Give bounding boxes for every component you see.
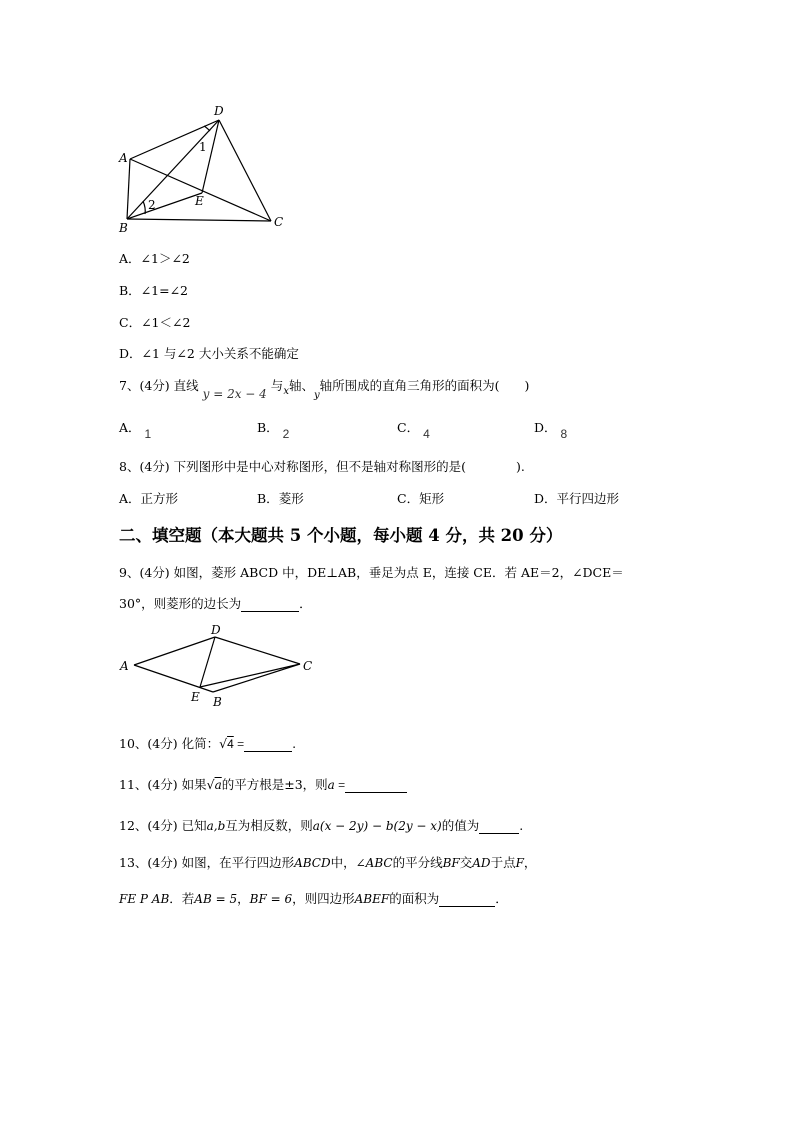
option-letter: C． xyxy=(397,491,420,506)
q7-option-b[interactable] xyxy=(257,418,290,441)
q6-option-a[interactable] xyxy=(119,249,190,267)
q12-prefix: 12、(4分) 已知 xyxy=(119,818,207,833)
option-letter: A． xyxy=(119,420,141,435)
option-text: ∠1＞∠2 xyxy=(140,251,190,266)
vertex-d-label: D xyxy=(211,623,221,637)
point-e-label: E xyxy=(195,194,204,208)
q13-mid3: 交 xyxy=(459,855,473,870)
segment-bd xyxy=(127,120,219,219)
option-text: 正方形 xyxy=(140,491,179,506)
segment-dc xyxy=(219,120,271,221)
q11-answer-blank[interactable] xyxy=(345,777,407,793)
segment-be xyxy=(127,193,202,219)
option-letter: D． xyxy=(119,346,142,361)
segment-ad xyxy=(134,637,215,665)
q12-stem xyxy=(119,816,523,834)
q11-equals: = xyxy=(334,778,346,792)
option-letter: D． xyxy=(534,491,557,506)
q12-expression: a(x − 2y) − b(2y − x) xyxy=(312,819,442,833)
q7-stem xyxy=(119,376,530,401)
angle-1-label: 1 xyxy=(199,140,207,154)
option-letter: B． xyxy=(119,283,141,298)
q9-line1: 9、(4分) 如图，菱形 ABCD 中，DE⊥AB，垂足为点 E，连接 CE．若 AE＝2，∠DCE＝ xyxy=(119,565,624,580)
q7-option-c[interactable] xyxy=(397,418,430,441)
q13-ad: AD xyxy=(472,856,491,870)
q8-stem: 8、(4分) 下列图形中是中心对称图形，但不是轴对称图形的是( ). xyxy=(119,459,525,474)
section-heading-fill-in: 二、填空题（本大题共 5 个小题，每小题 4 分，共 20 分） xyxy=(119,526,563,545)
option-letter: C． xyxy=(397,420,420,435)
q7-option-d[interactable] xyxy=(534,418,568,441)
q7-x-axis: x xyxy=(283,386,289,397)
option-text: ∠1＜∠2 xyxy=(141,315,191,330)
vertex-a-label: A xyxy=(119,151,128,165)
q7-prefix: 7、(4分) 直线 xyxy=(119,378,199,393)
sqrt-sign: √ xyxy=(206,777,215,792)
q10-equals: = xyxy=(233,737,245,751)
segment-de xyxy=(200,637,215,687)
segment-ab xyxy=(127,159,130,219)
q6-option-c[interactable] xyxy=(119,313,190,331)
figure-rhombus-abcd xyxy=(112,620,332,715)
q13-f: F xyxy=(515,856,524,870)
option-value: 8 xyxy=(560,427,568,441)
q8-option-b[interactable] xyxy=(257,489,304,507)
option-letter: B． xyxy=(257,491,279,506)
q13-abef: ABEF xyxy=(354,892,390,906)
q9-line2-text: 30°，则菱形的边长为 xyxy=(119,596,242,611)
q11-stem xyxy=(119,775,407,793)
q7-mid2: 轴、 xyxy=(288,378,314,393)
q13-line2 xyxy=(119,889,508,907)
segment-ed xyxy=(202,120,219,193)
option-letter: B． xyxy=(257,420,279,435)
q13-bf: BF xyxy=(442,856,460,870)
vertex-a-label: A xyxy=(120,659,129,673)
sqrt-sign: √ xyxy=(219,736,228,751)
q10-stem xyxy=(119,734,296,752)
q13-abcd: ABCD xyxy=(294,856,331,870)
q7-equation: y = 2x − 4 xyxy=(202,387,267,401)
q13-mid1: 中， xyxy=(330,855,356,870)
q12-end: . xyxy=(519,818,524,833)
option-letter: D． xyxy=(534,420,557,435)
vertex-c-label: C xyxy=(274,215,284,229)
q7-suffix: 轴所围成的直角三角形的面积为( ) xyxy=(319,378,530,393)
point-e-label: E xyxy=(191,690,200,704)
option-value: 1 xyxy=(144,427,152,441)
q6-option-b[interactable] xyxy=(119,281,188,299)
q12-suffix: 的值为 xyxy=(441,818,480,833)
q11-prefix: 11、(4分) 如果 xyxy=(119,777,207,792)
segment-dc xyxy=(215,637,300,664)
angle-2-arc xyxy=(143,201,145,214)
q12-vars: a,b xyxy=(206,819,226,833)
segment-bc xyxy=(127,219,271,221)
angle-1-arc xyxy=(204,126,210,131)
q10-radicand: 4 xyxy=(227,737,234,751)
q7-y-axis: y xyxy=(313,390,320,401)
q13-line1 xyxy=(119,853,536,871)
q13-prefix: 13、(4分) 如图，在平行四边形 xyxy=(119,855,295,870)
vertex-d-label: D xyxy=(214,104,224,118)
q12-answer-blank[interactable] xyxy=(479,818,519,834)
q13-line2-mid2: ，则四边形 xyxy=(292,891,355,906)
q13-line2-mid1: ．若 xyxy=(169,891,195,906)
segment-bc xyxy=(213,664,300,692)
q13-mid2: 的平分线 xyxy=(392,855,443,870)
option-letter: A． xyxy=(119,491,141,506)
q10-end: . xyxy=(292,736,297,751)
segment-ab xyxy=(134,665,213,692)
q8-option-a[interactable] xyxy=(119,489,178,507)
q7-option-a[interactable] xyxy=(119,418,152,441)
option-text: ∠1=∠2 xyxy=(140,283,189,298)
q13-answer-blank[interactable] xyxy=(439,891,495,907)
option-value: 2 xyxy=(282,427,290,441)
q13-ab-equals: AB = 5 xyxy=(194,892,238,906)
figure-quadrilateral-abcd xyxy=(110,98,310,238)
angle-2-label: 2 xyxy=(148,198,156,212)
q13-bf-equals: BF = 6 xyxy=(249,892,293,906)
q9-end: ． xyxy=(299,596,312,611)
vertex-b-label: B xyxy=(119,221,128,235)
vertex-c-label: C xyxy=(303,659,313,673)
option-letter: C． xyxy=(119,315,142,330)
q8-option-d[interactable] xyxy=(534,489,619,507)
q12-mid: 互为相反数，则 xyxy=(225,818,313,833)
q13-mid4: 于点 xyxy=(490,855,516,870)
q13-parallel-relation: FE P AB xyxy=(119,892,170,906)
segment-ec xyxy=(200,664,300,687)
option-text: ∠1 与∠2 大小关系不能确定 xyxy=(141,346,299,361)
q6-option-d[interactable] xyxy=(119,344,299,362)
q13-angle: ∠ABC xyxy=(355,856,393,870)
q9-answer-blank[interactable] xyxy=(241,596,299,612)
q11-mid: 的平方根是±3，则 xyxy=(221,777,328,792)
q10-prefix: 10、(4分) 化简： xyxy=(119,736,220,751)
q13-comma: ， xyxy=(523,855,537,870)
q11-radicand: a xyxy=(214,778,222,792)
option-text: 菱形 xyxy=(278,491,304,506)
option-value: 4 xyxy=(423,427,430,441)
option-letter: A． xyxy=(119,251,141,266)
q11-var: a xyxy=(327,778,335,792)
option-text: 矩形 xyxy=(419,491,445,506)
q13-sep: ， xyxy=(237,891,250,906)
vertex-b-label: B xyxy=(213,695,222,709)
q9-line2 xyxy=(119,594,312,612)
q8-option-c[interactable] xyxy=(397,489,444,507)
option-text: 平行四边形 xyxy=(556,491,620,506)
q13-line2-end: 的面积为 xyxy=(389,891,440,906)
q10-answer-blank[interactable] xyxy=(244,736,292,752)
q7-mid1: 与 xyxy=(270,378,284,393)
q13-end: ． xyxy=(495,891,508,906)
